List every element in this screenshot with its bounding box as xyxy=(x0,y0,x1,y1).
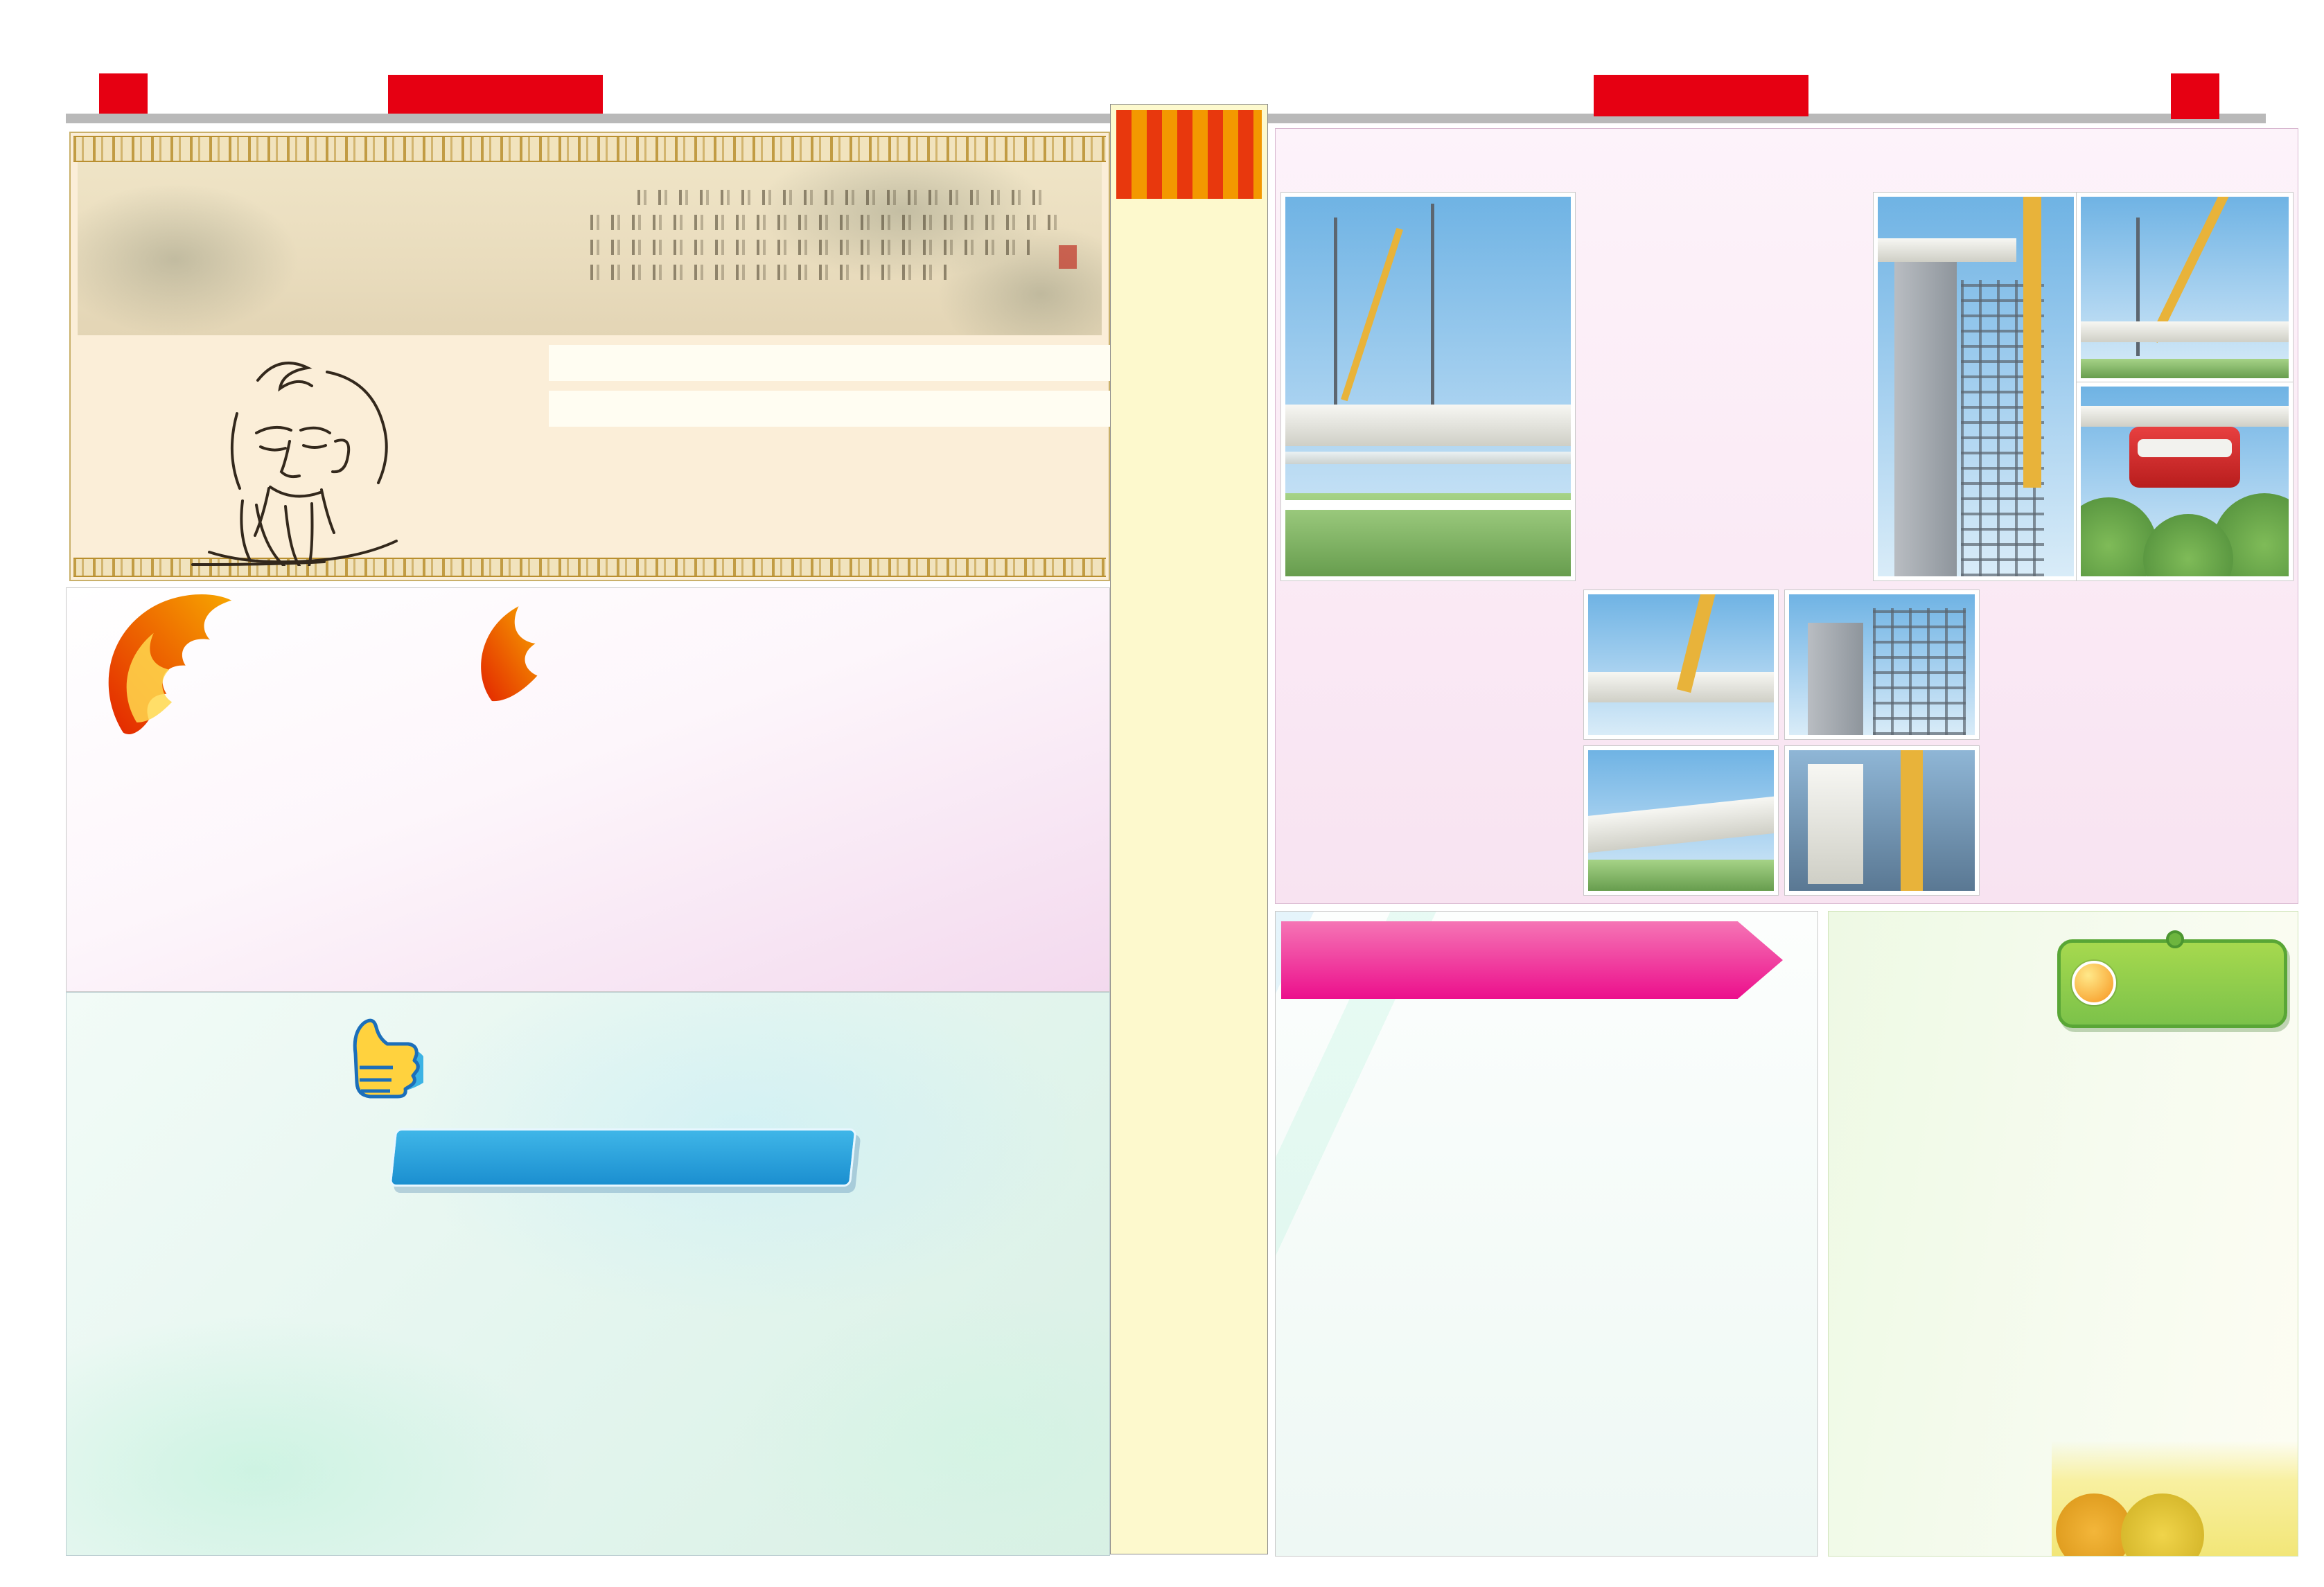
health-body xyxy=(1838,928,2050,934)
photo-switch-beam xyxy=(1785,746,1979,895)
article2-column-2 xyxy=(427,1004,763,1073)
health-column xyxy=(1828,911,2298,1557)
photo-track-construction xyxy=(1281,193,1575,580)
original-text-label xyxy=(549,345,1159,381)
review-column-2 xyxy=(1556,1021,1802,1040)
review-section xyxy=(1275,911,1818,1557)
photo-beam-segment xyxy=(1584,590,1778,739)
thumbs-up-icon xyxy=(319,1013,423,1107)
page3-number xyxy=(2171,73,2219,119)
photo-track-curve xyxy=(1584,746,1778,895)
seal-script-decoration xyxy=(590,180,1062,290)
watermark-strip xyxy=(2052,1441,2298,1556)
photo-scaffold-work xyxy=(1785,590,1979,739)
article-reading-notes-1 xyxy=(66,587,1110,992)
article1-column-2 xyxy=(427,617,763,725)
review-title-banner xyxy=(1281,921,1783,999)
health-badge xyxy=(2057,939,2287,1028)
title-wrap-spacer xyxy=(427,617,590,725)
photo-suspended-train xyxy=(2077,382,2293,580)
autumn-tree xyxy=(2121,1493,2204,1556)
photo-crane-sky xyxy=(2077,193,2293,382)
page3-motto-label xyxy=(1594,75,1808,116)
article-monorail xyxy=(1275,128,2298,904)
banner-wrap-spacer xyxy=(793,1004,883,1101)
article-reading-notes-2 xyxy=(66,992,1110,1556)
page2-number xyxy=(99,73,148,119)
article2-title-banner xyxy=(389,1128,857,1187)
page2-motto-label xyxy=(388,75,603,116)
photo-crane-pylon xyxy=(1874,193,2078,580)
photo-grid xyxy=(1584,590,1979,895)
autumn-tree xyxy=(2056,1493,2132,1556)
daodejing-section xyxy=(69,132,1110,581)
flame-icon xyxy=(94,594,261,750)
laozi-illustration xyxy=(154,344,452,566)
calligraphy-scroll xyxy=(78,162,1102,335)
red-seal-stamp xyxy=(1059,245,1077,269)
story-column xyxy=(1110,104,1268,1554)
article1-column-3 xyxy=(793,617,1103,637)
story-column-banner xyxy=(1116,110,1262,199)
translation-label xyxy=(549,391,1159,427)
article2-column-3 xyxy=(793,1004,1104,1101)
banner-gap xyxy=(427,1004,763,1073)
bulb-icon xyxy=(2072,961,2116,1005)
ornamental-border-top xyxy=(73,136,1106,162)
article2-column-1 xyxy=(108,1004,423,1111)
